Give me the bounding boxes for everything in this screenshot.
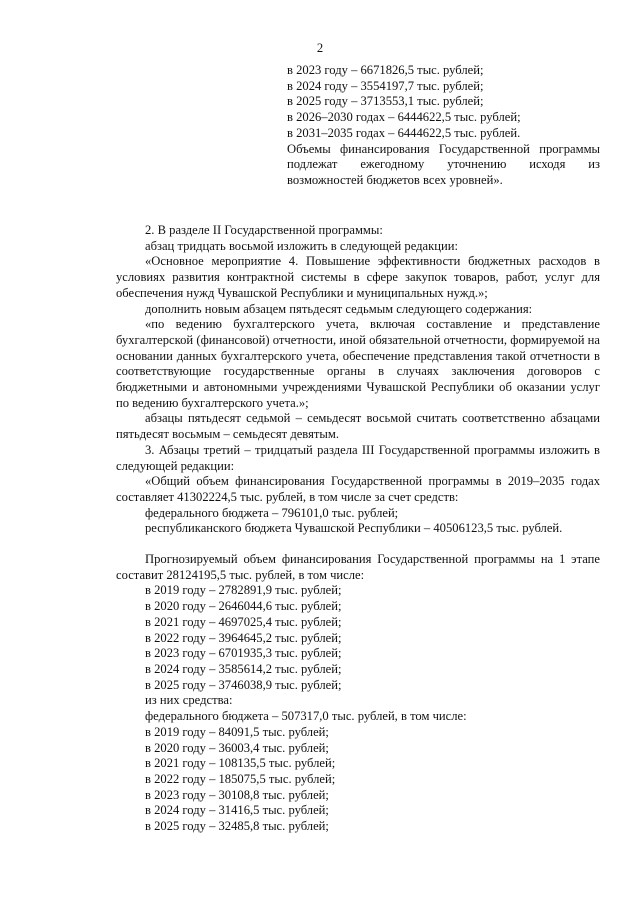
paragraph: 3. Абзацы третий – тридцатый раздела III Государственной программы изложить в следующей редакции:: [116, 442, 600, 473]
paragraph: «Основное мероприятие 4. Повышение эффективности бюджетных расходов в условиях развития контрактной системы в сфере закупок товаров, работ, услуг для обеспечения нужд Чувашской Республики и муниципальных нужд.»;: [116, 254, 600, 300]
list-item: в 2023 году – 6671826,5 тыс. рублей;: [287, 63, 484, 77]
paragraph: «Общий объем финансирования Государственной программы в 2019–2035 годах составляет 41302224,5 тыс. рублей, в том числе за счет средств:: [116, 474, 600, 504]
list-item: в 2023 году – 30108,8 тыс. рублей;: [145, 787, 329, 802]
page-number: 2: [316, 41, 324, 55]
list-item: в 2024 году – 3585614,2 тыс. рублей;: [145, 661, 342, 676]
list-item: в 2025 году – 3746038,9 тыс. рублей;: [145, 677, 342, 692]
list-item: в 2020 году – 36003,4 тыс. рублей;: [145, 740, 329, 755]
paragraph: федерального бюджета – 796101,0 тыс. рублей;: [145, 505, 399, 520]
list-item: в 2021 году – 4697025,4 тыс. рублей;: [145, 614, 342, 629]
paragraph: из них средства:: [145, 693, 233, 708]
paragraph: 2. В разделе II Государственной программы:: [145, 223, 383, 237]
list-item: в 2019 году – 84091,5 тыс. рублей;: [145, 724, 329, 739]
list-item: в 2025 году – 3713553,1 тыс. рублей;: [287, 94, 484, 109]
list-item: в 2025 году – 32485,8 тыс. рублей;: [145, 819, 329, 834]
list-item: в 2022 году – 3964645,2 тыс. рублей;: [145, 630, 342, 645]
paragraph: Прогнозируемый объем финансирования Государственной программы на 1 этапе составит 28124195,5 тыс. рублей, в том числе:: [116, 552, 600, 582]
paragraph: абзацы пятьдесят седьмой – семьдесят восьмой считать соответственно абзацами пятьдесят восьмым – семьдесят девятым.: [116, 411, 600, 442]
list-item: в 2026–2030 годах – 6444622,5 тыс. рублей;: [287, 110, 521, 125]
list-item: в 2023 году – 6701935,3 тыс. рублей;: [145, 646, 342, 661]
paragraph: республиканского бюджета Чувашской Республики – 40506123,5 тыс. рублей.: [145, 521, 563, 536]
paragraph: дополнить новым абзацем пятьдесят седьмым следующего содержания:: [145, 301, 533, 316]
list-item: в 2020 году – 2646044,6 тыс. рублей;: [145, 599, 342, 614]
funding-continuation-block: [287, 63, 600, 189]
list-item: в 2019 году – 2782891,9 тыс. рублей;: [145, 583, 342, 598]
list-item: в 2024 году – 31416,5 тыс. рублей;: [145, 803, 329, 818]
list-item: в 2022 году – 185075,5 тыс. рублей;: [145, 771, 336, 786]
document-body: [116, 208, 600, 835]
list-item: в 2024 году – 3554197,7 тыс. рублей;: [287, 78, 484, 93]
paragraph: федерального бюджета – 507317,0 тыс. рублей, в том числе:: [145, 709, 467, 724]
list-item: в 2021 году – 108135,5 тыс. рублей;: [145, 756, 336, 771]
list-item: в 2031–2035 годах – 6444622,5 тыс. рублей.: [287, 125, 521, 140]
paragraph: абзац тридцать восьмой изложить в следующей редакции:: [145, 238, 458, 253]
paragraph: «по ведению бухгалтерского учета, включая составление и представление бухгалтерской (финансовой) отчетности, иной обязательной отчетности, формируемой на основании данных бухгалтерского учета, обеспечение представления такой отчетности в соответствующие государственные органы в случаях заключения договоров с бюджетными и автономными учреждениями Чувашской Республики об оказании услуг по ведению бухгалтерского учета.»;: [116, 317, 600, 410]
funding-note-paragraph: Объемы финансирования Государственной программы подлежат ежегодному уточнению исходя из возможностей бюджетов всех уровней».: [287, 141, 600, 187]
